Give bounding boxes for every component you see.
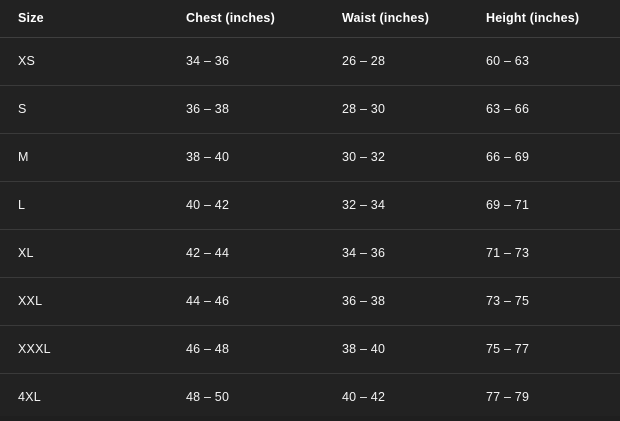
table-body — [0, 38, 620, 421]
table-row — [0, 182, 620, 230]
cell-height: 71 – 73 — [468, 230, 620, 278]
column-header-height: Height (inches) — [468, 0, 620, 38]
cell-height: 77 – 79 — [468, 374, 620, 421]
cell-waist: 36 – 38 — [324, 278, 468, 326]
cell-height: 63 – 66 — [468, 86, 620, 134]
cell-size: XS — [0, 38, 168, 86]
table-row — [0, 374, 620, 421]
table-row — [0, 38, 620, 86]
cell-waist: 26 – 28 — [324, 38, 468, 86]
table-row — [0, 86, 620, 134]
cell-size: XXXL — [0, 326, 168, 374]
column-header-chest: Chest (inches) — [168, 0, 324, 38]
table-row — [0, 134, 620, 182]
cell-height: 75 – 77 — [468, 326, 620, 374]
table-row — [0, 230, 620, 278]
table-row — [0, 326, 620, 374]
cell-size: S — [0, 86, 168, 134]
cell-chest: 44 – 46 — [168, 278, 324, 326]
cell-size: 4XL — [0, 374, 168, 421]
cell-chest: 38 – 40 — [168, 134, 324, 182]
cell-waist: 38 – 40 — [324, 326, 468, 374]
cell-height: 69 – 71 — [468, 182, 620, 230]
cell-height: 73 – 75 — [468, 278, 620, 326]
cell-chest: 40 – 42 — [168, 182, 324, 230]
cell-size: L — [0, 182, 168, 230]
table-header — [0, 0, 620, 38]
column-header-size: Size — [0, 0, 168, 38]
cell-waist: 28 – 30 — [324, 86, 468, 134]
cell-chest: 36 – 38 — [168, 86, 324, 134]
cell-waist: 34 – 36 — [324, 230, 468, 278]
column-header-waist: Waist (inches) — [324, 0, 468, 38]
cell-chest: 34 – 36 — [168, 38, 324, 86]
cell-size: M — [0, 134, 168, 182]
cell-chest: 46 – 48 — [168, 326, 324, 374]
cell-size: XL — [0, 230, 168, 278]
cell-height: 60 – 63 — [468, 38, 620, 86]
cell-chest: 42 – 44 — [168, 230, 324, 278]
cell-size: XXL — [0, 278, 168, 326]
table-row — [0, 278, 620, 326]
cell-waist: 30 – 32 — [324, 134, 468, 182]
table-header-row — [0, 0, 620, 38]
cell-waist: 32 – 34 — [324, 182, 468, 230]
cell-waist: 40 – 42 — [324, 374, 468, 421]
cell-height: 66 – 69 — [468, 134, 620, 182]
cell-chest: 48 – 50 — [168, 374, 324, 421]
